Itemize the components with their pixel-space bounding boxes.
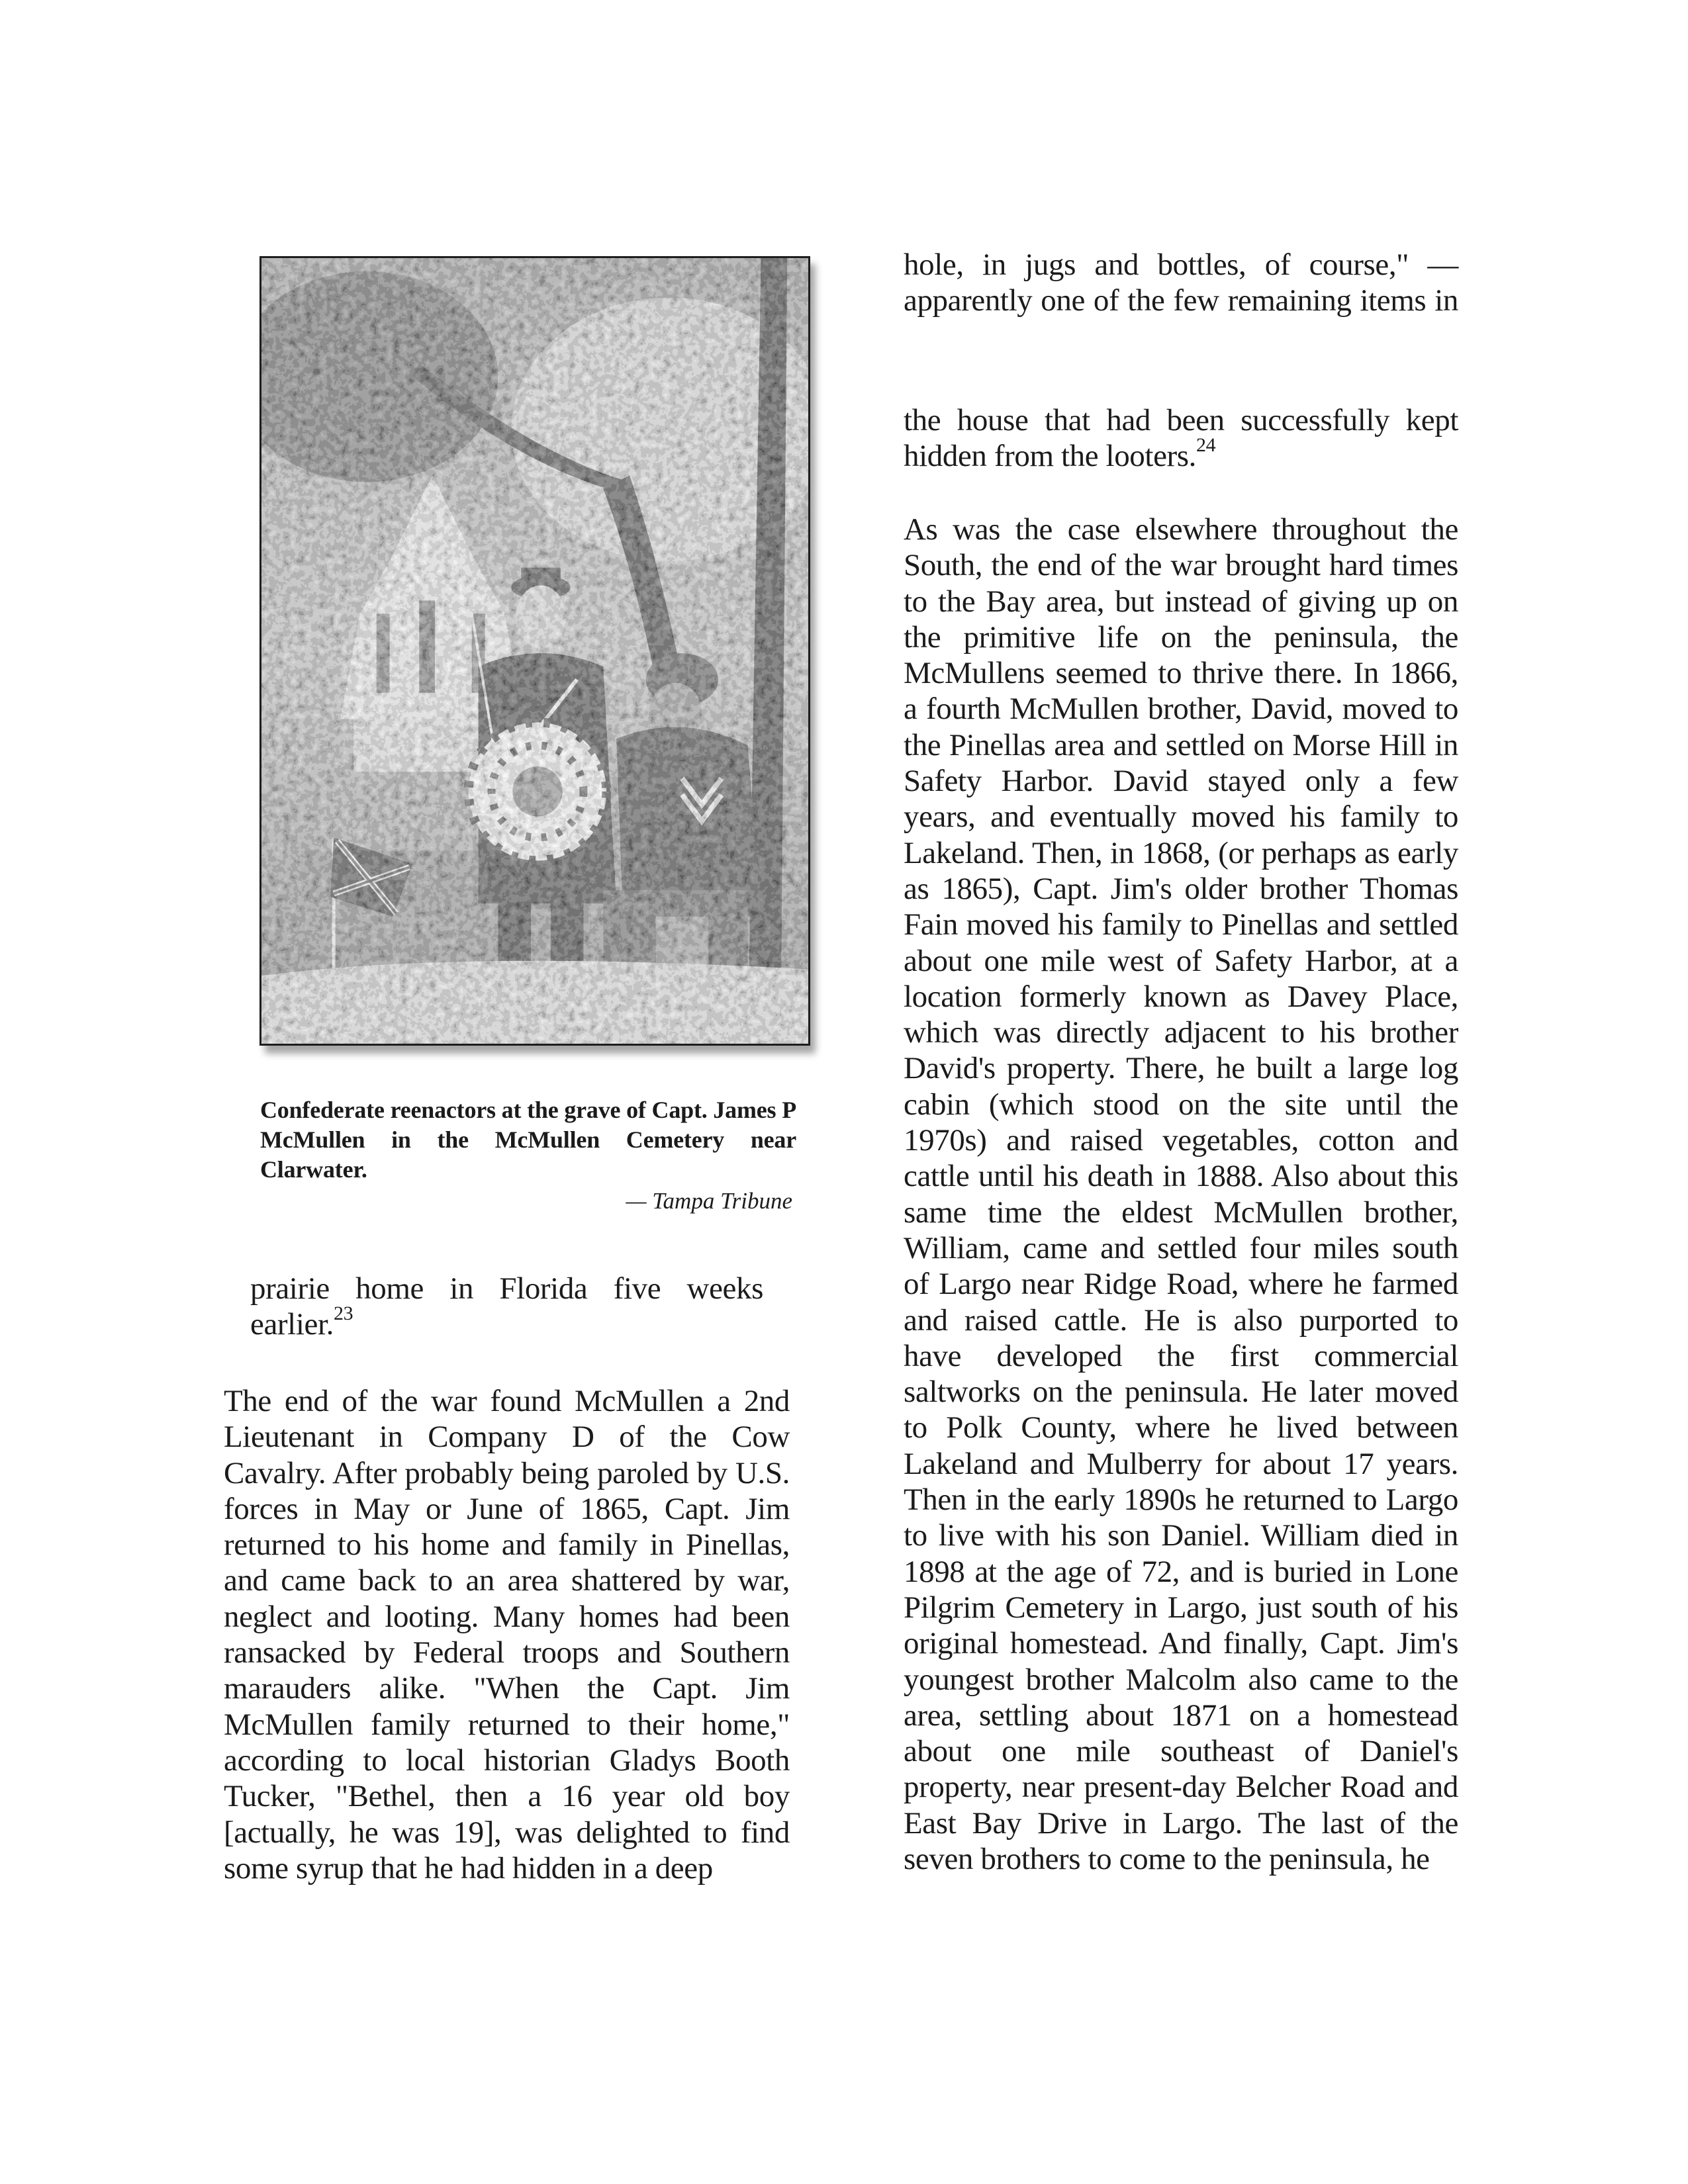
right-paragraph-1-text: hole, in jugs and bottles, of course," — apparently one of the few remaining items in (904, 248, 1458, 318)
footnote-23[interactable]: 23 (333, 1302, 353, 1325)
left-paragraph-2-text: The end of the war found McMullen a 2nd Lieutenant in Company D of the Cow Cavalry. After probably being paroled by U.S. forces in May or June of 1865, Capt. Jim returned to his home and family in Pinellas, and came back to an area shattered by war, neglect and looting. Many homes had been ransacked by Federal troops and Southern marauders alike. "When the Capt. Jim McMullen family returned to their home," according to local historian Gladys Booth Tucker, "Bethel, then a 16 year old boy [actually, he was 19], was delighted to find some syrup that he had hidden in a deep (224, 1384, 790, 1886)
photo-caption: Confederate reenactors at the grave of Capt. James P McMullen in the McMullen Cemetery near Clarwater. (260, 1097, 796, 1183)
right-paragraph-3-text: As was the case elsewhere throughout the South, the end of the war brought hard times to the Bay area, but instead of giving up on the primitive life on the peninsula, the McMullens seemed to thrive there. In 1866, a fourth McMullen brother, David, moved to the Pinellas area and settled on Morse Hill in Safety Harbor. David stayed only a few years, and eventually moved his family to Lakeland. Then, in 1868, (or perhaps as early as 1865), Capt. Jim's older brother Thomas Fain moved his family to Pinellas and settled about one mile west of Safety Harbor, at a location formerly known as Davey Place, which was directly adjacent to his brother David's property. There, he built a large log cabin (which stood on the site until the 1970s) and raised vegetables, cotton and cattle until his death in 1888. Also about this same time the eldest McMullen brother, William, came and settled four miles south of Largo near Ridge Road, where he farmed and raised cattle. He is also purported to have developed the first commercial saltworks on the peninsula. He later moved to Polk County, where he lived between Lakeland and Mulberry for about 17 years. Then in the early 1890s he returned to Largo to live with his son Daniel. William died in 1898 at the age of 72, and is buried in Lone Pilgrim Cemetery in Largo, just south of his original homestead. And finally, Capt. Jim's youngest brother Malcolm also came to the area, settling about 1871 on a homestead about one mile southeast of Daniel's property, near present-day Belcher Road and East Bay Drive in Largo. The last of the seven brothers to come to the peninsula, he (904, 512, 1458, 1876)
footnote-24[interactable]: 24 (1196, 434, 1216, 457)
reenactors-photo-illustration (261, 258, 808, 1044)
right-paragraph-2-text: the house that had been successfully kept hidden from the looters. (904, 403, 1458, 474)
left-paragraph-1 (250, 1271, 763, 1343)
left-paragraph-2 (224, 1383, 790, 1886)
right-paragraph-3 (904, 512, 1458, 1877)
photo-credit: — Tampa Tribune (626, 1188, 792, 1214)
right-paragraph-2 (904, 402, 1458, 475)
cemetery-photo (259, 256, 810, 1046)
right-paragraph-1 (904, 247, 1458, 319)
left-paragraph-1-text: prairie home in Florida five weeks earlier. (250, 1271, 763, 1342)
